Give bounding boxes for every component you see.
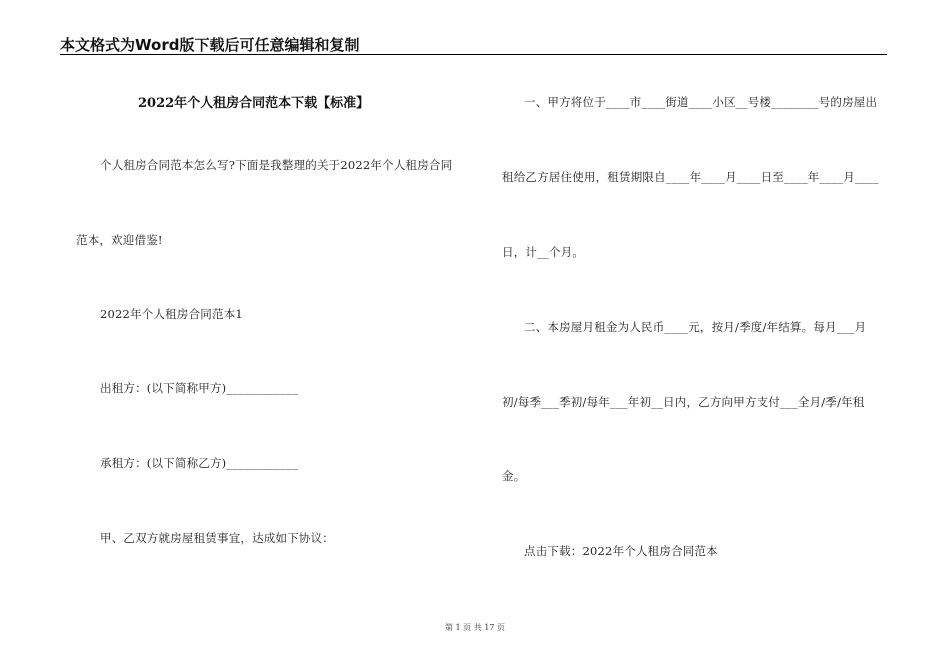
clause-one-line: 租给乙方居住使用，租赁期限自____年____月____日至____年____月____ <box>502 170 879 184</box>
page-header <box>60 32 887 55</box>
document-title: 2022年个人租房合同范本下载【标准】 <box>138 96 370 111</box>
clause-two-line: 金。 <box>502 469 526 483</box>
download-link[interactable]: 点击下载：2022年个人租房合同范本 <box>524 544 718 558</box>
left-paragraph-line: 个人租房合同范本怎么写?下面是我整理的关于2022年个人租房合同 <box>100 158 453 172</box>
agreement-intro-line: 甲、乙双方就房屋租赁事宜，达成如下协议： <box>100 531 334 545</box>
clause-one-line: 一、甲方将位于____市____街道____小区__号楼________号的房屋出 <box>524 95 878 109</box>
lessor-line: 出租方：(以下简称甲方)____________ <box>100 381 298 395</box>
clause-two-line: 二、本房屋月租金为人民币____元，按月/季度/年结算。每月___月 <box>524 320 867 334</box>
header-text: 本文格式为Word版下载后可任意编辑和复制 <box>60 36 360 54</box>
left-paragraph-line: 范本，欢迎借鉴! <box>76 233 163 247</box>
section-heading: 2022年个人租房合同范本1 <box>100 307 243 321</box>
lessee-line: 承租方：(以下简称乙方)____________ <box>100 456 298 470</box>
page-footer: 第 1 页 共 17 页 <box>445 623 505 632</box>
clause-one-line: 日，计__个月。 <box>502 245 585 259</box>
clause-two-line: 初/每季___季初/每年___年初__日内，乙方向甲方支付___全月/季/年租 <box>502 395 865 409</box>
